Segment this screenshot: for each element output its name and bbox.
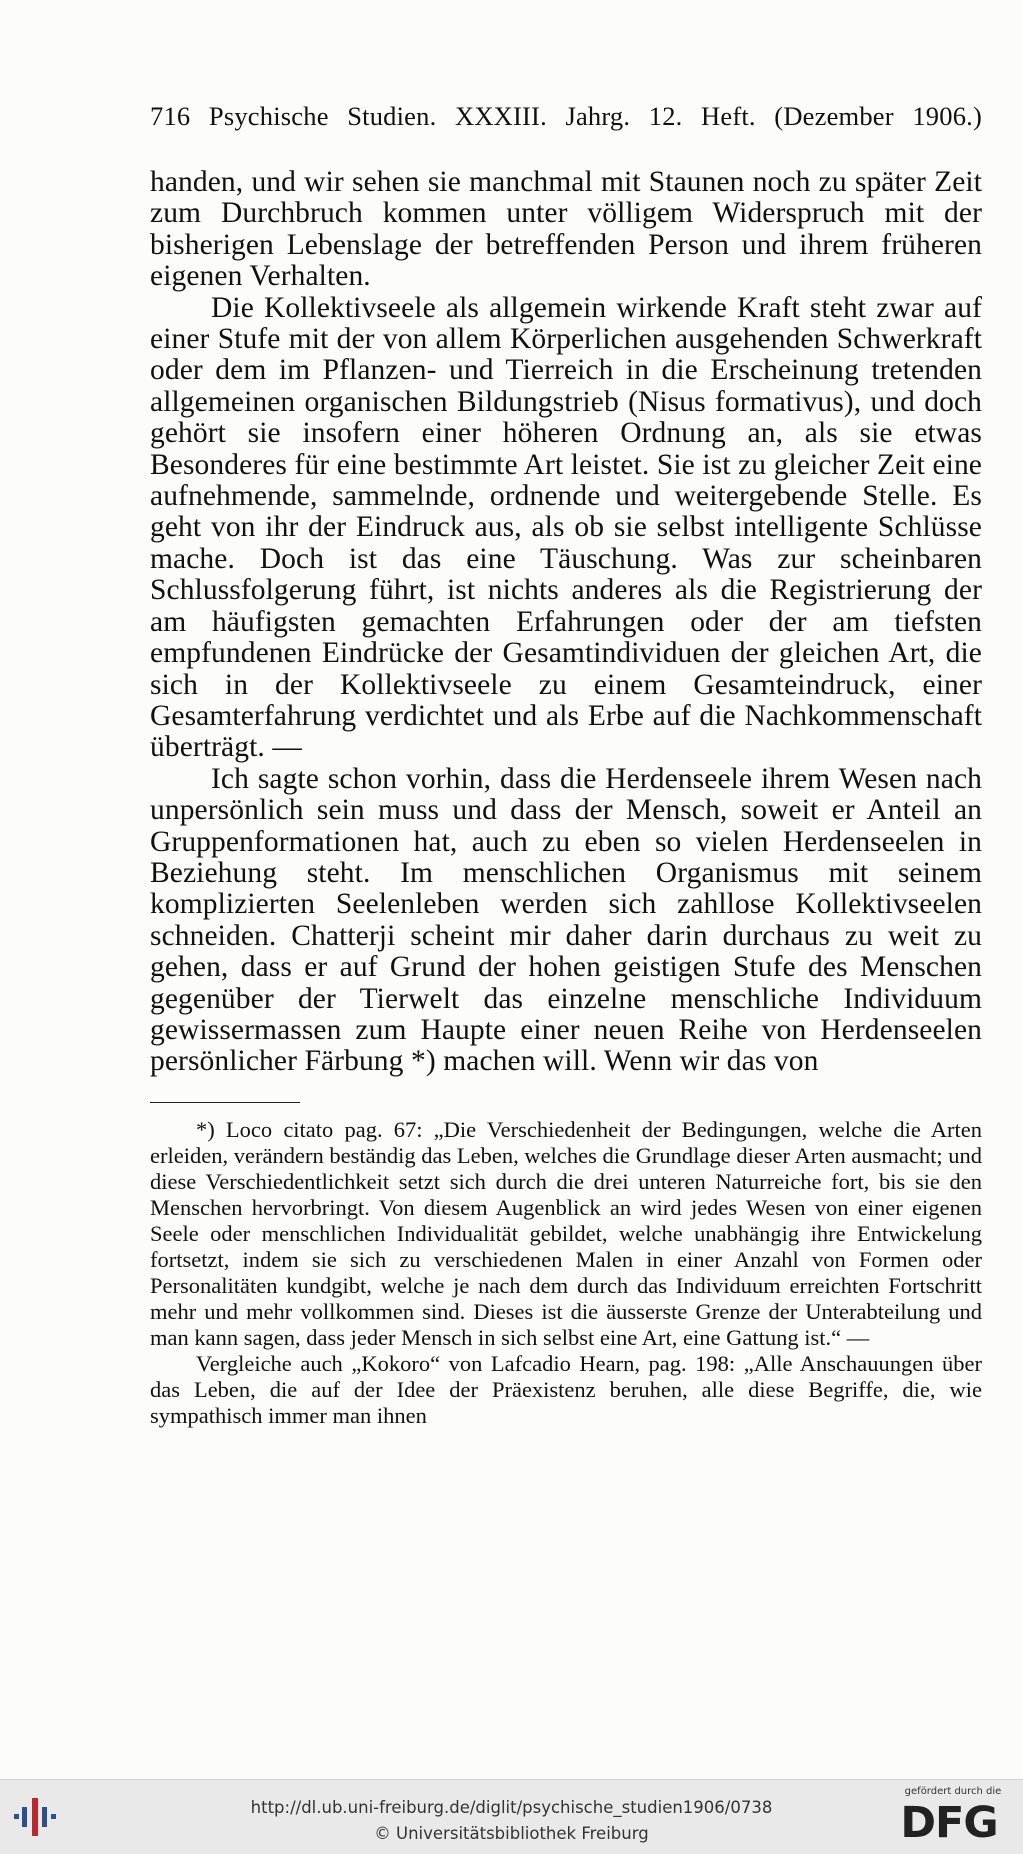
paragraph-2: Die Kollektivseele als allgemein wirkende Kraft steht zwar auf einer Stufe mit der von allem Körperlichen ausgehenden Schwerkraft oder dem im Pflanzen- und Tierreich in die Erscheinung tretenden allgemeinen organischen Bildungstrieb (Nisus formativus), und doch gehört sie insofern einer höheren Ordnung an, als sie etwas Besonderes für eine bestimmte Art leistet. Sie ist zu gleicher Zeit eine aufnehmende, sammelnde, ordnende und weitergebende Stelle. Es geht von ihr der Eindruck aus, als ob sie selbst intelligente Schlüsse mache. Doch ist das eine Täuschung. Was zur scheinbaren Schlussfolgerung führt, ist nichts anderes als die Registrierung der am häufigsten gemachten Erfahrungen oder der am tiefsten empfundenen Eindrücke der Gesamtindividuen der gleichen Art, die sich in der Kollektivseele zu einem Gesamteindruck, einer Gesamterfahrung verdichtet und als Erbe auf die Nachkommenschaft überträgt. — [150, 291, 982, 764]
footnotes [150, 1117, 982, 1429]
body-text [150, 167, 982, 1078]
footnote-1: *) Loco citato pag. 67: „Die Verschiedenheit der Bedingungen, welche die Arten erleiden, verändern beständig das Leben, welches die Grundlage dieser Arten ausmacht; und diese Verschiedentlichkeit setzt sich durch die drei unteren Naturreiche fort, bis sie den Menschen hervorbringt. Von diesem Augenblick an wird jedes Wesen von einer eigenen Seele oder menschlichen Individualität gebildet, welche unabhängig ihre Entwickelung fortsetzt, indem sie sich zu verschiedenen Malen in einer Anzahl von Formen oder Personalitäten kundgibt, welche je nach dem durch das Individuum erreichten Fortschritt mehr und mehr vollkommen sind. Dieses ist die äusserste Grenze der Unterabteilung und man kann sagen, dass jeder Mensch in sich selbst eine Art, eine Gattung ist.“ — [150, 1116, 982, 1350]
running-head: 716 Psychische Studien. XXXIII. Jahrg. 12. Heft. (Dezember 1906.) [150, 101, 982, 131]
paragraph-1: handen, und wir sehen sie manchmal mit Staunen noch zu später Zeit zum Durchbruch kommen unter völligem Widerspruch mit der bisherigen Lebenslage der betreffenden Person und ihrem früheren eigenen Verhalten. [150, 166, 982, 293]
paragraph-3: Ich sagte schon vorhin, dass die Herdenseele ihrem Wesen nach unpersönlich sein muss und dass der Mensch, soweit er Anteil an Gruppenformationen hat, auch zu eben so vielen Herdenseelen in Beziehung steht. Im menschlichen Organismus mit seinem komplizierten Seelenleben werden sich zahllose Kollektivseelen schneiden. Chatterji scheint mir daher darin durchaus zu weit zu gehen, dass er auf Grund der hohen geistigen Stufe des Menschen gegenüber der Tierwelt das einzelne menschliche Individuum gewissermassen zum Haupte einer neuen Reihe von Herdenseelen persönlicher Färbung *) machen will. Wenn wir das von [150, 762, 982, 1078]
permalink-link[interactable]: http://dl.ub.uni-freiburg.de/diglit/psychische_studien1906/0738 [250, 1798, 773, 1817]
copyright-text: © Universitätsbibliothek Freiburg [374, 1824, 649, 1843]
dfg-sponsor-label: gefördert durch die [904, 1786, 1002, 1797]
dfg-logo[interactable]: DFG [900, 1798, 998, 1848]
document-page [150, 98, 982, 1429]
footnote-divider [150, 1102, 300, 1103]
footer-bar [0, 1779, 1023, 1854]
footnote-2: Vergleiche auch „Kokoro“ von Lafcadio Hearn, pag. 198: „Alle Anschauungen über das Leben, die auf der Idee der Präexistenz beruhen, alle diese Begriffe, die, wie sympathisch immer man ihnen [150, 1350, 982, 1428]
